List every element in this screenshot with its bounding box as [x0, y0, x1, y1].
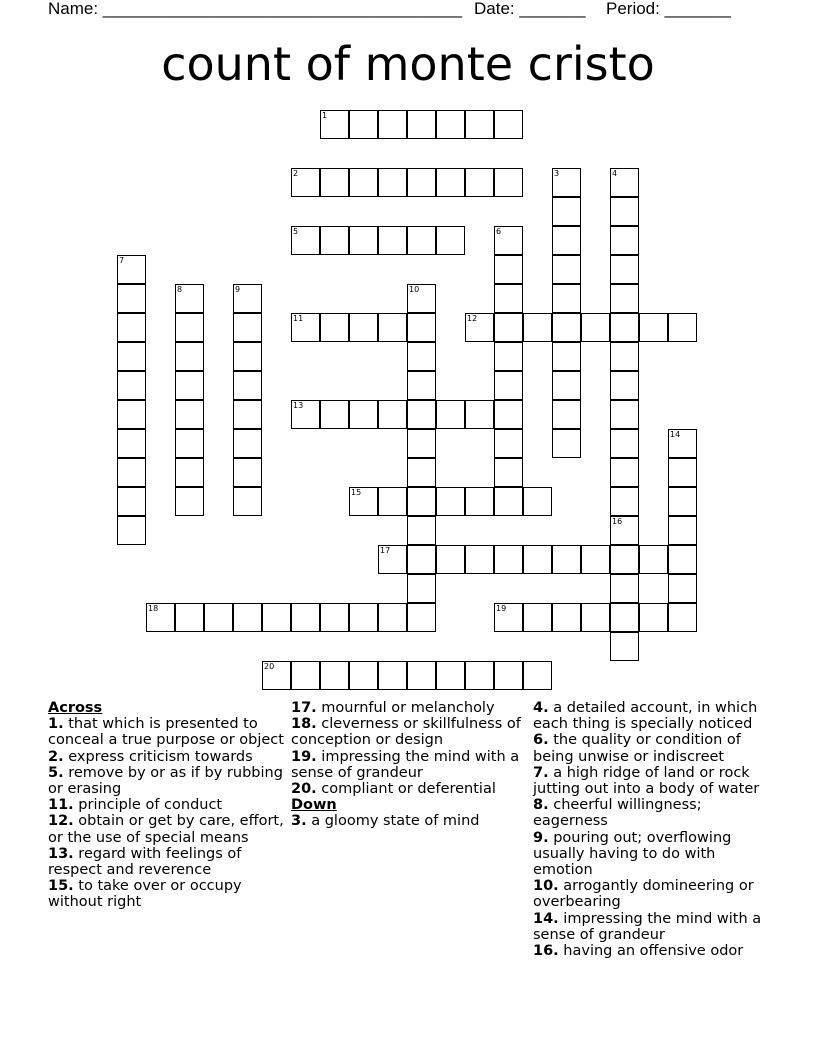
clue-text: mournful or melancholy	[321, 700, 495, 716]
across-clue	[291, 700, 529, 716]
grid-cell[interactable]	[117, 342, 146, 371]
clue-column-3	[533, 700, 771, 959]
across-clue	[48, 797, 286, 813]
clue-num: 11.	[48, 797, 74, 814]
across-clue	[291, 716, 529, 748]
grid-cell[interactable]	[117, 255, 146, 284]
clue-number: 20	[264, 662, 275, 671]
grid-cell[interactable]	[610, 603, 639, 632]
clue-num: 19.	[291, 748, 317, 765]
grid-cell[interactable]	[494, 661, 523, 690]
clue-num: 9.	[533, 829, 549, 846]
grid-cell[interactable]	[378, 226, 407, 255]
grid-cell[interactable]	[407, 226, 436, 255]
grid-cell[interactable]	[378, 603, 407, 632]
grid-cell[interactable]	[233, 429, 262, 458]
grid-cell[interactable]	[581, 603, 610, 632]
grid-cell[interactable]	[117, 487, 146, 516]
clue-text: to take over or occupy without right	[48, 878, 242, 911]
clue-number: 16	[612, 517, 623, 526]
grid-cell[interactable]	[175, 487, 204, 516]
grid-cell[interactable]	[552, 429, 581, 458]
grid-cell[interactable]	[494, 110, 523, 139]
clue-num: 3.	[291, 813, 307, 830]
grid-cell[interactable]	[117, 516, 146, 545]
clue-number: 2	[293, 169, 299, 178]
clue-text: principle of conduct	[78, 797, 223, 814]
clue-num: 16.	[533, 943, 559, 960]
clue-num: 13.	[48, 845, 74, 862]
clue-num: 8.	[533, 797, 549, 814]
grid-cell[interactable]	[349, 168, 378, 197]
grid-cell[interactable]	[117, 400, 146, 429]
clue-text: obtain or get by care, effort, or the use of special means	[48, 813, 284, 846]
grid-cell[interactable]	[552, 603, 581, 632]
grid-cell[interactable]	[610, 342, 639, 371]
grid-cell[interactable]	[465, 487, 494, 516]
grid-cell[interactable]	[407, 661, 436, 690]
grid-cell[interactable]	[610, 197, 639, 226]
down-clue	[533, 700, 771, 732]
clue-number: 1	[322, 111, 328, 120]
clue-text: impressing the mind with a sense of grandeur	[533, 910, 762, 943]
grid-cell[interactable]	[378, 545, 407, 574]
grid-cell[interactable]	[407, 313, 436, 342]
grid-cell[interactable]	[494, 545, 523, 574]
grid-cell[interactable]	[320, 661, 349, 690]
clue-number: 19	[496, 604, 507, 613]
grid-cell[interactable]	[465, 545, 494, 574]
grid-cell[interactable]	[349, 487, 378, 516]
grid-cell[interactable]	[175, 284, 204, 313]
clue-text: remove by or as if by rubbing or erasing	[48, 764, 283, 798]
grid-cell[interactable]	[407, 603, 436, 632]
grid-cell[interactable]	[523, 603, 552, 632]
grid-cell[interactable]	[494, 313, 523, 342]
grid-cell[interactable]	[610, 429, 639, 458]
grid-cell[interactable]	[175, 429, 204, 458]
grid-cell[interactable]	[436, 545, 465, 574]
clue-number: 11	[293, 314, 304, 323]
clue-num: 17.	[291, 700, 317, 716]
grid-cell[interactable]	[407, 400, 436, 429]
grid-cell[interactable]	[610, 226, 639, 255]
grid-cell[interactable]	[233, 487, 262, 516]
grid-cell[interactable]	[610, 487, 639, 516]
grid-cell[interactable]	[668, 516, 697, 545]
clue-text: a gloomy state of mind	[311, 813, 480, 830]
grid-cell[interactable]	[668, 574, 697, 603]
grid-cell[interactable]	[465, 661, 494, 690]
clue-num: 14.	[533, 910, 559, 927]
date-field[interactable]: Date: _______	[474, 0, 586, 18]
grid-cell[interactable]	[668, 458, 697, 487]
grid-cell[interactable]	[175, 400, 204, 429]
grid-cell[interactable]	[552, 545, 581, 574]
grid-cell[interactable]	[610, 313, 639, 342]
grid-cell[interactable]	[494, 168, 523, 197]
across-clue	[48, 813, 286, 845]
grid-cell[interactable]	[407, 516, 436, 545]
grid-cell[interactable]	[291, 603, 320, 632]
page-title: count of monte cristo	[161, 37, 655, 91]
period-field[interactable]: Period: _______	[606, 0, 731, 18]
grid-cell[interactable]	[465, 168, 494, 197]
clue-number: 5	[293, 227, 299, 236]
grid-cell[interactable]	[320, 226, 349, 255]
grid-cell[interactable]	[494, 400, 523, 429]
grid-cell[interactable]	[407, 284, 436, 313]
clue-number: 14	[670, 430, 681, 439]
grid-cell[interactable]	[668, 603, 697, 632]
grid-cell[interactable]	[117, 371, 146, 400]
grid-cell[interactable]	[407, 342, 436, 371]
clue-number: 12	[467, 314, 478, 323]
grid-cell[interactable]	[117, 313, 146, 342]
down-clue	[533, 943, 771, 959]
clue-num: 10.	[533, 878, 559, 895]
grid-cell[interactable]	[668, 313, 697, 342]
grid-cell[interactable]	[552, 255, 581, 284]
across-heading: Across	[48, 700, 103, 716]
grid-cell[interactable]	[465, 400, 494, 429]
across-clue	[291, 749, 529, 781]
grid-cell[interactable]	[407, 545, 436, 574]
grid-cell[interactable]	[349, 313, 378, 342]
grid-cell[interactable]	[233, 371, 262, 400]
grid-cell[interactable]	[117, 458, 146, 487]
clue-text: pouring out; overflowing usually having to do with emotion	[533, 829, 732, 879]
grid-cell[interactable]	[378, 487, 407, 516]
grid-cell[interactable]	[320, 603, 349, 632]
grid-cell[interactable]	[610, 400, 639, 429]
grid-cell[interactable]	[610, 574, 639, 603]
grid-cell[interactable]	[494, 371, 523, 400]
grid-cell[interactable]	[349, 661, 378, 690]
grid-cell[interactable]	[610, 516, 639, 545]
grid-cell[interactable]	[349, 400, 378, 429]
across-clue	[48, 878, 286, 910]
grid-cell[interactable]	[610, 371, 639, 400]
grid-cell[interactable]	[436, 661, 465, 690]
grid-cell[interactable]	[320, 168, 349, 197]
grid-cell[interactable]	[552, 197, 581, 226]
down-heading: Down	[291, 797, 337, 814]
grid-cell[interactable]	[668, 487, 697, 516]
grid-cell[interactable]	[610, 545, 639, 574]
grid-cell[interactable]	[552, 342, 581, 371]
clue-text: impressing the mind with a sense of grandeur	[291, 748, 520, 781]
grid-cell[interactable]	[291, 168, 320, 197]
clue-text: express criticism towards	[68, 748, 253, 765]
grid-cell[interactable]	[552, 226, 581, 255]
grid-cell[interactable]	[378, 661, 407, 690]
grid-cell[interactable]	[523, 487, 552, 516]
grid-cell[interactable]	[494, 226, 523, 255]
clue-number: 17	[380, 546, 391, 555]
grid-cell[interactable]	[291, 661, 320, 690]
grid-cell[interactable]	[494, 487, 523, 516]
grid-cell[interactable]	[610, 255, 639, 284]
grid-cell[interactable]	[407, 110, 436, 139]
clue-num: 5.	[48, 764, 64, 781]
grid-cell[interactable]	[407, 487, 436, 516]
clue-num: 6.	[533, 732, 549, 749]
clue-num: 15.	[48, 878, 74, 895]
grid-cell[interactable]	[320, 110, 349, 139]
grid-cell[interactable]	[436, 400, 465, 429]
name-field[interactable]: Name: ______________________________________	[48, 0, 463, 18]
grid-cell[interactable]	[552, 284, 581, 313]
grid-cell[interactable]	[494, 603, 523, 632]
clue-text: that which is presented to conceal a true purpose or object	[48, 716, 284, 749]
down-clue	[533, 765, 771, 797]
clue-number: 18	[148, 604, 159, 613]
clue-number: 6	[496, 227, 502, 236]
grid-cell[interactable]	[494, 342, 523, 371]
clue-number: 10	[409, 285, 420, 294]
grid-cell[interactable]	[349, 226, 378, 255]
clue-num: 18.	[291, 716, 317, 733]
grid-cell[interactable]	[407, 168, 436, 197]
grid-cell[interactable]	[291, 400, 320, 429]
grid-cell[interactable]	[233, 284, 262, 313]
grid-cell[interactable]	[349, 603, 378, 632]
grid-cell[interactable]	[233, 603, 262, 632]
grid-cell[interactable]	[233, 342, 262, 371]
clue-column-2	[291, 700, 529, 830]
grid-cell[interactable]	[494, 429, 523, 458]
grid-cell[interactable]	[378, 400, 407, 429]
clue-num: 1.	[48, 716, 64, 733]
down-clue	[533, 830, 771, 879]
grid-cell[interactable]	[610, 168, 639, 197]
grid-cell[interactable]	[378, 110, 407, 139]
grid-cell[interactable]	[581, 313, 610, 342]
across-clue	[291, 781, 529, 797]
clue-column-1	[48, 700, 286, 911]
grid-cell[interactable]	[320, 400, 349, 429]
clue-num: 12.	[48, 813, 74, 830]
grid-cell[interactable]	[175, 371, 204, 400]
grid-cell[interactable]	[523, 313, 552, 342]
clue-text: a detailed account, in which each thing is specially noticed	[533, 700, 758, 733]
grid-cell[interactable]	[639, 545, 668, 574]
grid-cell[interactable]	[552, 400, 581, 429]
across-clue	[48, 846, 286, 878]
grid-cell[interactable]	[494, 458, 523, 487]
grid-cell[interactable]	[204, 603, 233, 632]
grid-cell[interactable]	[117, 284, 146, 313]
grid-cell[interactable]	[233, 313, 262, 342]
across-clue	[48, 749, 286, 765]
clue-num: 2.	[48, 748, 64, 765]
grid-cell[interactable]	[349, 110, 378, 139]
grid-cell[interactable]	[407, 429, 436, 458]
grid-cell[interactable]	[465, 313, 494, 342]
grid-cell[interactable]	[523, 661, 552, 690]
grid-cell[interactable]	[407, 371, 436, 400]
grid-cell[interactable]	[668, 545, 697, 574]
across-clue	[48, 765, 286, 797]
down-clue	[533, 911, 771, 943]
grid-cell[interactable]	[494, 255, 523, 284]
clue-number: 4	[612, 169, 618, 178]
clue-text: a high ridge of land or rock jutting out into a body of water	[533, 764, 760, 798]
grid-cell[interactable]	[436, 487, 465, 516]
grid-cell[interactable]	[407, 458, 436, 487]
grid-cell[interactable]	[407, 574, 436, 603]
grid-cell[interactable]	[175, 603, 204, 632]
clue-text: cleverness or skillfulness of conception or design	[291, 716, 521, 749]
grid-cell[interactable]	[436, 168, 465, 197]
grid-cell[interactable]	[465, 110, 494, 139]
grid-cell[interactable]	[175, 458, 204, 487]
grid-cell[interactable]	[610, 458, 639, 487]
grid-cell[interactable]	[552, 313, 581, 342]
clue-number: 8	[177, 285, 183, 294]
down-clue	[533, 878, 771, 910]
clue-text: compliant or deferential	[321, 781, 496, 798]
clue-number: 15	[351, 488, 362, 497]
clue-text: the quality or condition of being unwise or indiscreet	[533, 732, 741, 765]
clue-number: 13	[293, 401, 304, 410]
clue-num: 7.	[533, 764, 549, 781]
grid-cell[interactable]	[523, 545, 552, 574]
grid-cell[interactable]	[291, 313, 320, 342]
grid-cell[interactable]	[610, 284, 639, 313]
grid-cell[interactable]	[378, 313, 407, 342]
grid-cell[interactable]	[175, 313, 204, 342]
across-clue	[48, 716, 286, 748]
grid-cell[interactable]	[262, 661, 291, 690]
grid-cell[interactable]	[175, 342, 204, 371]
grid-cell[interactable]	[378, 168, 407, 197]
clue-number: 7	[119, 256, 125, 265]
grid-cell[interactable]	[146, 603, 175, 632]
grid-cell[interactable]	[639, 603, 668, 632]
clue-text: arrogantly domineering or overbearing	[533, 878, 754, 911]
grid-cell[interactable]	[494, 284, 523, 313]
grid-cell[interactable]	[233, 400, 262, 429]
grid-cell[interactable]	[262, 603, 291, 632]
grid-cell[interactable]	[610, 632, 639, 661]
down-clue	[291, 813, 529, 829]
clue-text: regard with feelings of respect and reverence	[48, 845, 242, 879]
grid-cell[interactable]	[117, 429, 146, 458]
grid-cell[interactable]	[639, 313, 668, 342]
grid-cell[interactable]	[552, 168, 581, 197]
clue-number: 3	[554, 169, 560, 178]
clue-text: having an offensive odor	[563, 943, 744, 960]
grid-cell[interactable]	[668, 429, 697, 458]
grid-cell[interactable]	[436, 110, 465, 139]
clue-num: 4.	[533, 700, 549, 716]
grid-cell[interactable]	[291, 226, 320, 255]
down-clue	[533, 732, 771, 764]
grid-cell[interactable]	[552, 371, 581, 400]
grid-cell[interactable]	[320, 313, 349, 342]
clue-text: cheerful willingness; eagerness	[533, 797, 702, 830]
down-clue	[533, 797, 771, 829]
grid-cell[interactable]	[436, 226, 465, 255]
clue-num: 20.	[291, 781, 317, 798]
grid-cell[interactable]	[581, 545, 610, 574]
clue-number: 9	[235, 285, 241, 294]
grid-cell[interactable]	[233, 458, 262, 487]
